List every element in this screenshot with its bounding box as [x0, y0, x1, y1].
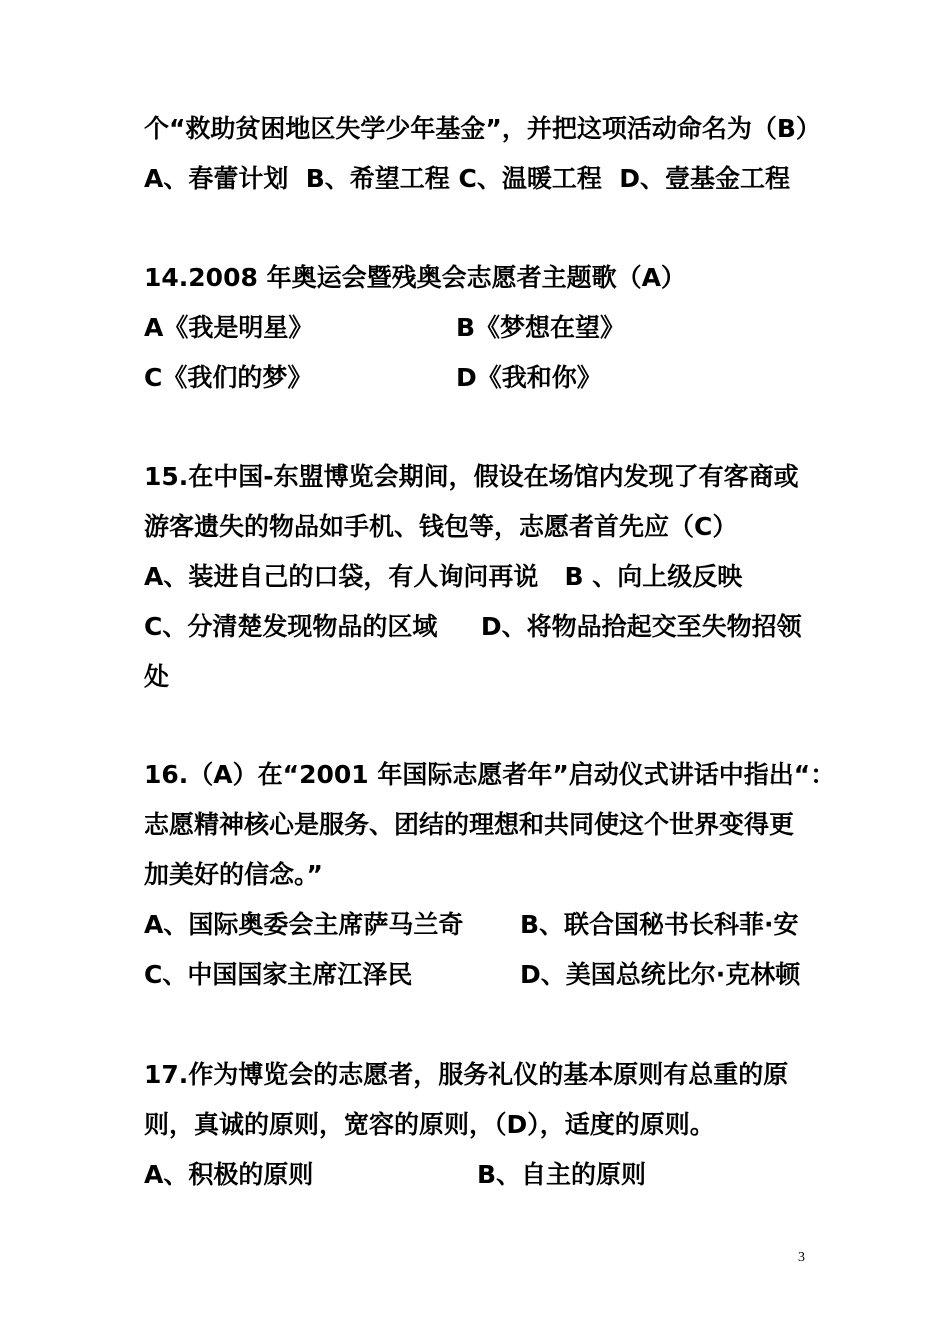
question-14-option-a: A《我是明星》: [144, 313, 314, 342]
question-15-stem-line-2: 游客遗失的物品如手机、钱包等，志愿者首先应（C）: [144, 512, 738, 541]
question-16-option-c: C、中国国家主席江泽民: [144, 960, 413, 989]
question-14-option-d: D《我和你》: [456, 363, 602, 392]
question-17-stem-line-2: 则，真诚的原则，宽容的原则，（D），适度的原则。: [144, 1110, 715, 1139]
question-16-option-b: B、联合国秘书长科菲·安: [520, 910, 799, 939]
question-16-stem-line-2: 志愿精神核心是服务、团结的理想和共同使这个世界变得更: [144, 810, 795, 839]
page-number: 3: [798, 1250, 805, 1265]
question-16-option-d: D、美国总统比尔·克林顿: [520, 960, 801, 989]
question-14-stem: 14.2008 年奥运会暨残奥会志愿者主题歌（A）: [144, 263, 686, 292]
question-16-option-a: A、国际奥委会主席萨马兰奇: [144, 910, 464, 939]
question-14-option-c: C《我们的梦》: [144, 363, 313, 392]
question-17-option-a: A、积极的原则: [144, 1160, 314, 1189]
question-15-options-ab: A、装进自己的口袋，有人询问再说 B 、向上级反映: [144, 562, 743, 591]
question-13-options: A、春蕾计划 B、希望工程 C、温暖工程 D、壹基金工程: [144, 164, 791, 193]
question-16-stem-line-3: 加美好的信念。”: [144, 860, 323, 889]
question-16-stem-line-1: 16.（A）在“2001 年国际志愿者年”启动仪式讲话中指出“：: [144, 760, 836, 789]
question-17-stem-line-1: 17.作为博览会的志愿者，服务礼仪的基本原则有总重的原: [144, 1060, 789, 1089]
question-15-stem-line-1: 15.在中国-东盟博览会期间，假设在场馆内发现了有客商或: [144, 462, 799, 491]
question-14-option-b: B《梦想在望》: [456, 313, 626, 342]
question-15-options-cd: C、分清楚发现物品的区域 D、将物品拾起交至失物招领: [144, 612, 802, 641]
question-15-options-cd-wrap: 处: [144, 662, 170, 691]
question-13-continuation: 个“救助贫困地区失学少年基金”，并把这项活动命名为（B）: [144, 114, 821, 143]
question-17-option-b: B、自主的原则: [477, 1160, 647, 1189]
